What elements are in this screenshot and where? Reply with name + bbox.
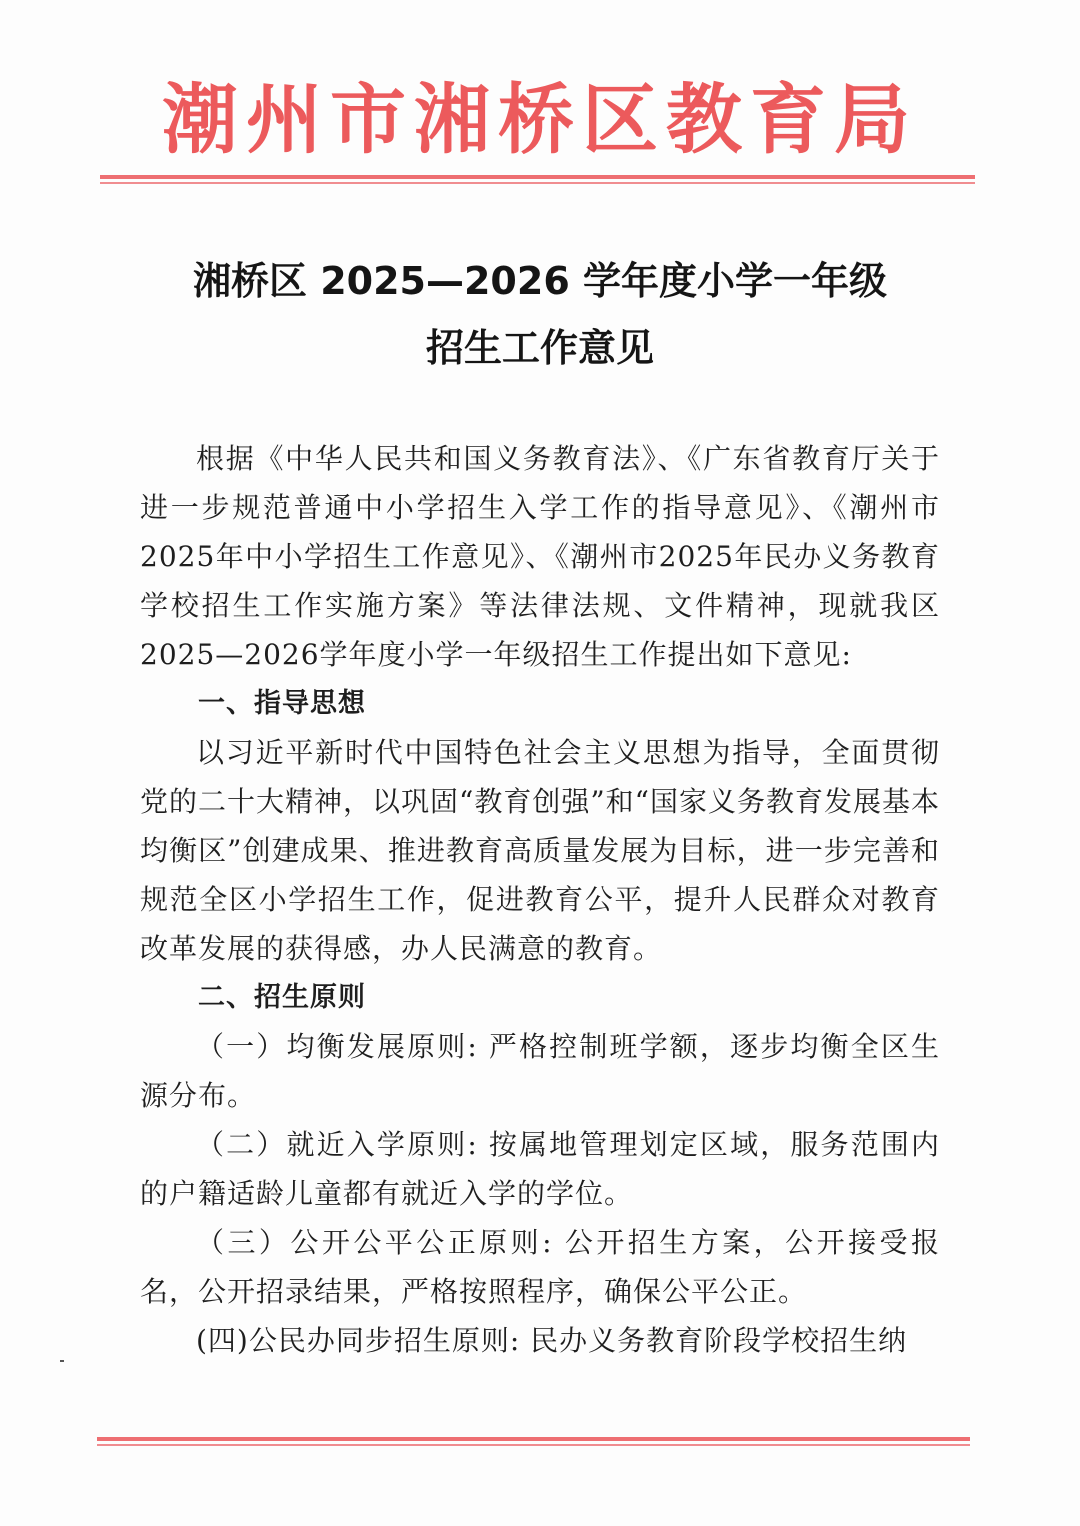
section-2-heading-block (140, 973, 940, 1022)
masthead-org-name: 潮州市湘桥区教育局 (162, 75, 918, 164)
principle-item (140, 1316, 940, 1365)
principle-2-text: （二）就近入学原则: 按属地管理划定区域，服务范围内的户籍适龄儿童都有就近入学的学位。 (140, 1128, 940, 1210)
principle-item (140, 1022, 940, 1120)
section-heading-enrollment-principles: 二、招生原则 (198, 982, 366, 1013)
section-1-heading-block (140, 679, 940, 728)
section-heading-guiding-ideology: 一、指导思想 (198, 688, 366, 719)
intro-text: 根据《中华人民共和国义务教育法》、《广东省教育厅关于进一步规范普通中小学招生入学工作的指导意见》、《潮州市2025年中小学招生工作意见》、《潮州市2025年民办义务教育学校招生工作实施方案》等法律法规、文件精神，现就我区2025—2026学年度小学一年级招生工作提出如下意见: (140, 442, 940, 671)
footer-red-rule (97, 1437, 970, 1446)
section-1-paragraph (140, 728, 940, 973)
principle-3-text: （三）公开公平公正原则: 公开招生方案，公开接受报名，公开招录结果，严格按照程序，确保公平公正。 (140, 1226, 940, 1308)
principle-1-text: （一）均衡发展原则: 严格控制班学额，逐步均衡全区生源分布。 (140, 1030, 940, 1112)
principle-4-text: (四)公民办同步招生原则: 民办义务教育阶段学校招生纳 (196, 1324, 908, 1357)
document-title-line-1: 湘桥区 2025—2026 学年度小学一年级 (193, 259, 887, 303)
document-title-line-2: 招生工作意见 (425, 326, 654, 370)
masthead-red-rule (100, 175, 975, 184)
section-1-text: 以习近平新时代中国特色社会主义思想为指导，全面贯彻党的二十大精神，以巩固“教育创强”和“国家义务教育发展基本均衡区”创建成果、推进教育高质量发展为目标，进一步完善和规范全区小学招生工作，促进教育公平，提升人民群众对教育改革发展的获得感，办人民满意的教育。 (140, 736, 940, 965)
intro-paragraph (140, 434, 940, 679)
scan-artifact (60, 1360, 64, 1362)
principle-item (140, 1120, 940, 1218)
principle-item (140, 1218, 940, 1316)
